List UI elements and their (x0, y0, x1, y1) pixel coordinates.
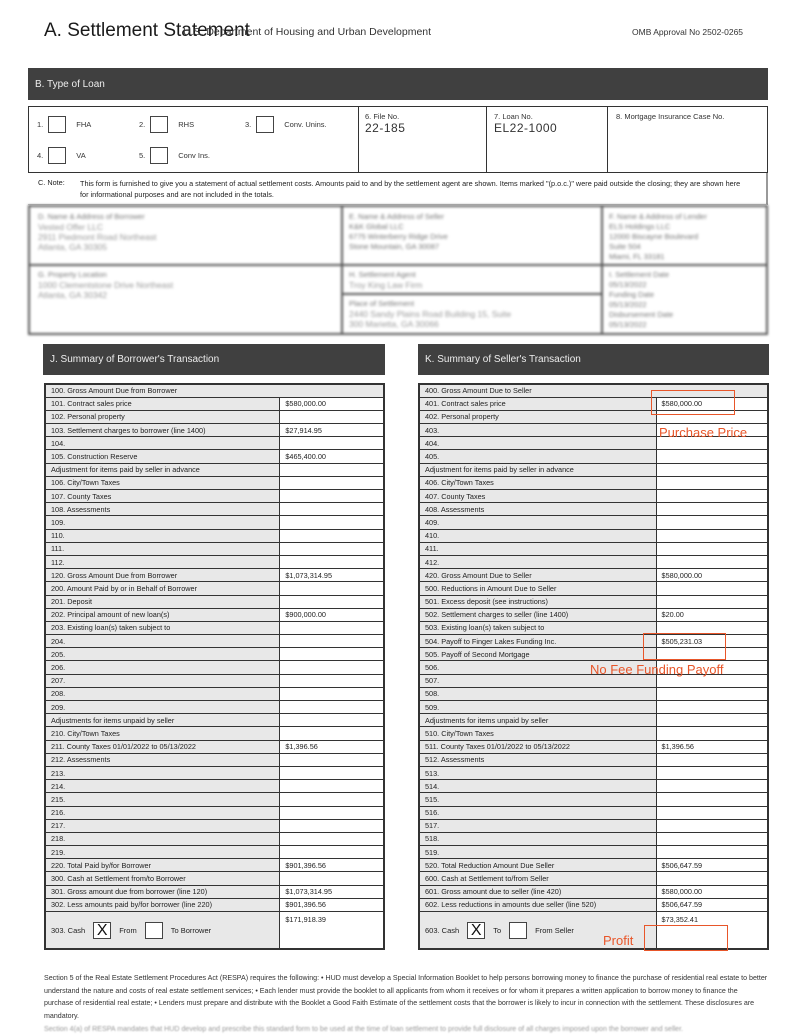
row-label: Adjustment for items paid by seller in advance (45, 463, 280, 476)
row-value[interactable] (656, 793, 768, 806)
place-of-settlement: Place of Settlement 2440 Sandy Plains Road Building 15, Suite 300 Marietta, GA 30066 (349, 299, 512, 329)
row-value[interactable] (280, 595, 384, 608)
table-row (45, 714, 384, 727)
row-value[interactable]: $20.00 (656, 608, 768, 621)
row-value[interactable] (656, 701, 768, 714)
table-row (419, 503, 768, 516)
row-value[interactable]: $1,073,314.95 (280, 885, 384, 898)
table-row (45, 740, 384, 753)
option-number: 3. (245, 120, 252, 129)
table-row (45, 437, 384, 450)
row-value[interactable]: $505,231.03 (656, 635, 768, 648)
table-row (419, 701, 768, 714)
row-value[interactable] (656, 714, 768, 727)
table-row (45, 780, 384, 793)
row-label: 213. (45, 766, 280, 779)
table-row (45, 766, 384, 779)
row-value[interactable] (656, 529, 768, 542)
rhs-checkbox[interactable] (150, 116, 168, 133)
row-value[interactable]: $580,000.00 (656, 885, 768, 898)
row-value[interactable] (656, 450, 768, 463)
row-label: 301. Gross amount due from borrower (line 120) (45, 885, 280, 898)
table-row (45, 529, 384, 542)
settlement-agent: H. Settlement Agent Troy King Law Firm (349, 270, 423, 290)
row-label: 402. Personal property (419, 410, 656, 423)
purchase-price-annotation: Purchase Price (659, 425, 748, 440)
row-value[interactable]: $27,914.95 (280, 424, 384, 437)
fha-checkbox[interactable] (48, 116, 66, 133)
table-row (419, 872, 768, 885)
table-row (419, 832, 768, 845)
row-label: 219. (45, 846, 280, 859)
row-label: 200. Amount Paid by or in Behalf of Borrower (45, 582, 280, 595)
seller-info: E. Name & Address of Seller K&K Global LLC 6775 Winterberry Ridge Drive Stone Mountain, GA 30087 (349, 212, 448, 251)
table-row (419, 793, 768, 806)
row-label: 505. Payoff of Second Mortgage (419, 648, 656, 661)
table-row (419, 819, 768, 832)
row-label: Adjustments for items unpaid by seller (419, 714, 656, 727)
row-value[interactable] (656, 463, 768, 476)
table-row (419, 753, 768, 766)
row-value[interactable] (656, 766, 768, 779)
row-value[interactable] (656, 503, 768, 516)
purchase-price-highlight (651, 390, 735, 415)
row-value[interactable] (656, 582, 768, 595)
row-label: 504. Payoff to Finger Lakes Funding Inc. (419, 635, 656, 648)
note-label: C. Note: (38, 178, 65, 187)
option-label: VA (76, 151, 86, 160)
row-value[interactable] (280, 793, 384, 806)
parties-section (28, 205, 768, 335)
table-row (419, 766, 768, 779)
row-value[interactable] (280, 437, 384, 450)
divider (486, 107, 487, 172)
table-row (45, 898, 384, 911)
table-row (419, 780, 768, 793)
option-label: Conv Ins. (178, 151, 210, 160)
row-value[interactable] (656, 476, 768, 489)
table-row (45, 819, 384, 832)
cash-option1-label: From (119, 926, 137, 936)
row-value[interactable] (280, 410, 384, 423)
row-label: Adjustment for items paid by seller in advance (419, 463, 656, 476)
borrower-info: D. Name & Address of Borrower Vested Offer LLC 2911 Piedmont Road Northeast Atlanta, GA 30305 (38, 212, 157, 252)
row-value[interactable]: $580,000.00 (656, 397, 768, 410)
row-label: 401. Contract sales price (419, 397, 656, 410)
row-label: 212. Assessments (45, 753, 280, 766)
file-no-label: 6. File No. (365, 112, 400, 121)
payoff-highlight (643, 633, 726, 660)
conv-ins-checkbox[interactable] (150, 147, 168, 164)
row-label: 302. Less amounts paid by/for borrower (line 220) (45, 898, 280, 911)
row-value[interactable] (280, 529, 384, 542)
row-label: 500. Reductions in Amount Due to Seller (419, 582, 656, 595)
row-value[interactable] (280, 555, 384, 568)
table-row (419, 885, 768, 898)
loan-option-fha[interactable] (37, 116, 91, 133)
row-value[interactable]: $900,000.00 (280, 608, 384, 621)
table-row (419, 740, 768, 753)
table-row (45, 569, 384, 582)
row-value[interactable] (280, 503, 384, 516)
section-heading: 400. Gross Amount Due to Seller (419, 384, 768, 397)
row-label: 105. Construction Reserve (45, 450, 280, 463)
cash-value[interactable]: $73,352.41 (656, 912, 768, 949)
option-number: 1. (37, 120, 44, 129)
row-label: 502. Settlement charges to seller (line 1400) (419, 608, 656, 621)
table-row (419, 714, 768, 727)
table-row (45, 793, 384, 806)
option-label: FHA (76, 120, 92, 129)
row-label: 103. Settlement charges to borrower (line 1400) (45, 424, 280, 437)
row-value[interactable] (280, 635, 384, 648)
option-label: Conv. Unins. (284, 120, 327, 129)
row-label: 410. (419, 529, 656, 542)
borrower-summary-table (44, 383, 385, 950)
row-value[interactable] (656, 727, 768, 740)
row-value[interactable] (656, 780, 768, 793)
row-label: 217. (45, 819, 280, 832)
borrower-summary-header (43, 344, 385, 375)
table-row (45, 701, 384, 714)
mortgage-insurance-label: 8. Mortgage Insurance Case No. (616, 112, 725, 121)
row-label: 218. (45, 832, 280, 845)
row-value[interactable] (280, 648, 384, 661)
row-label: 403. (419, 424, 656, 437)
table-row (45, 885, 384, 898)
row-label: 215. (45, 793, 280, 806)
loan-option-conv-ins[interactable] (139, 147, 210, 164)
table-row (45, 846, 384, 859)
row-label: 510. City/Town Taxes (419, 727, 656, 740)
borrower-summary-title: J. Summary of Borrower's Transaction (50, 354, 220, 365)
row-label: 503. Existing loan(s) taken subject to (419, 621, 656, 634)
row-value[interactable]: $1,073,314.95 (280, 569, 384, 582)
row-value[interactable] (280, 832, 384, 845)
note-section (28, 173, 768, 205)
row-value[interactable] (280, 490, 384, 503)
table-row (419, 569, 768, 582)
row-label: 404. (419, 437, 656, 450)
property-location: G. Property Location 1000 Clementstone Drive Northeast Atlanta, GA 30342 (38, 270, 174, 300)
row-label: 420. Gross Amount Due to Seller (419, 569, 656, 582)
row-value[interactable] (280, 661, 384, 674)
table-row (45, 859, 384, 872)
table-row (45, 687, 384, 700)
respa-disclosure-2: Section 4(a) of RESPA mandates that HUD develop and prescribe this standard form to be used at the time of loan settlement to provide full disclosure of all charges imposed upon the borrower and seller. (44, 1025, 684, 1033)
payoff-annotation: No Fee Funding Payoff (590, 662, 724, 677)
row-value[interactable] (656, 687, 768, 700)
table-row (419, 595, 768, 608)
row-value[interactable] (280, 701, 384, 714)
cash-option2-checkbox[interactable] (145, 922, 163, 939)
option-number: 5. (139, 151, 146, 160)
row-value[interactable] (280, 819, 384, 832)
row-value[interactable] (280, 766, 384, 779)
row-value[interactable] (280, 687, 384, 700)
row-value[interactable] (656, 872, 768, 885)
row-value[interactable] (280, 727, 384, 740)
row-label: 209. (45, 701, 280, 714)
row-label: 208. (45, 687, 280, 700)
row-label: 411. (419, 542, 656, 555)
table-row (45, 450, 384, 463)
row-value[interactable] (280, 542, 384, 555)
table-row (45, 542, 384, 555)
department-name: U.S. Department of Housing and Urban Development (183, 26, 432, 38)
row-label: 412. (419, 555, 656, 568)
row-label: 216. (45, 806, 280, 819)
row-label: 600. Cash at Settlement to/from Seller (419, 872, 656, 885)
loan-type-section (28, 106, 768, 173)
row-label: 211. County Taxes 01/01/2022 to 05/13/2022 (45, 740, 280, 753)
row-label: 220. Total Paid by/for Borrower (45, 859, 280, 872)
row-label: 520. Total Reduction Amount Due Seller (419, 859, 656, 872)
row-label: 205. (45, 648, 280, 661)
row-value[interactable] (656, 555, 768, 568)
row-label: 407. County Taxes (419, 490, 656, 503)
row-value[interactable] (656, 542, 768, 555)
divider (601, 207, 603, 333)
option-label: RHS (178, 120, 195, 129)
row-value[interactable] (656, 806, 768, 819)
row-value[interactable] (656, 753, 768, 766)
loan-option-va[interactable] (37, 147, 86, 164)
table-row (45, 397, 384, 410)
row-label: 518. (419, 832, 656, 845)
cash-option1-checkbox[interactable]: X (467, 922, 485, 939)
table-row (45, 674, 384, 687)
row-label: 214. (45, 780, 280, 793)
row-label: 501. Excess deposit (see instructions) (419, 595, 656, 608)
table-row (45, 621, 384, 634)
row-value[interactable]: $901,396.56 (280, 898, 384, 911)
row-label: 206. (45, 661, 280, 674)
row-label: 519. (419, 846, 656, 859)
table-row (45, 753, 384, 766)
row-label: 111. (45, 542, 280, 555)
row-value[interactable]: $1,396.56 (656, 740, 768, 753)
profit-annotation: Profit (603, 933, 634, 948)
table-row (45, 555, 384, 568)
table-row (45, 727, 384, 740)
row-label: 512. Assessments (419, 753, 656, 766)
row-label: 101. Contract sales price (45, 397, 280, 410)
table-row (45, 832, 384, 845)
row-label: 203. Existing loan(s) taken subject to (45, 621, 280, 634)
divider (607, 107, 608, 172)
row-value[interactable]: $465,400.00 (280, 450, 384, 463)
row-value[interactable] (656, 595, 768, 608)
lender-info: F. Name & Address of Lender ELS Holdings LLC 12000 Biscayne Boulevard Suite 504 Miami, FL 33181 (609, 212, 707, 261)
table-row (419, 476, 768, 489)
row-value[interactable] (280, 846, 384, 859)
loan-option-conv-unins[interactable] (245, 116, 327, 133)
row-label: 513. (419, 766, 656, 779)
table-row (45, 476, 384, 489)
row-label: 516. (419, 806, 656, 819)
row-label: 601. Gross amount due to seller (line 420) (419, 885, 656, 898)
table-row (419, 898, 768, 911)
cash-label: 303. Cash (51, 926, 86, 936)
row-label: 108. Assessments (45, 503, 280, 516)
table-row (45, 384, 384, 397)
table-row (419, 555, 768, 568)
table-row (419, 727, 768, 740)
row-value[interactable] (280, 463, 384, 476)
row-label: 102. Personal property (45, 410, 280, 423)
conv-unins-checkbox[interactable] (256, 116, 274, 133)
cash-label-cell (45, 912, 280, 949)
table-row (419, 846, 768, 859)
row-label: Adjustments for items unpaid by seller (45, 714, 280, 727)
divider (341, 207, 343, 333)
seller-summary-title: K. Summary of Seller's Transaction (425, 354, 581, 365)
row-label: 210. City/Town Taxes (45, 727, 280, 740)
table-row (419, 806, 768, 819)
table-row (45, 635, 384, 648)
row-label: 202. Principal amount of new loan(s) (45, 608, 280, 621)
table-row (419, 490, 768, 503)
option-number: 2. (139, 120, 146, 129)
divider (358, 107, 359, 172)
row-value[interactable] (280, 872, 384, 885)
cash-row (45, 912, 384, 949)
row-value[interactable]: $1,396.56 (280, 740, 384, 753)
row-label: 300. Cash at Settlement from/to Borrower (45, 872, 280, 885)
row-label: 408. Assessments (419, 503, 656, 516)
row-value[interactable] (280, 516, 384, 529)
seller-summary-header (418, 344, 769, 375)
table-row (419, 687, 768, 700)
row-value[interactable]: $580,000.00 (656, 569, 768, 582)
cash-label: 603. Cash (425, 926, 460, 936)
va-checkbox[interactable] (48, 147, 66, 164)
row-label: 602. Less reductions in amounts due seller (line 520) (419, 898, 656, 911)
row-value[interactable] (656, 846, 768, 859)
row-value[interactable] (280, 780, 384, 793)
row-label: 120. Gross Amount Due from Borrower (45, 569, 280, 582)
row-label: 405. (419, 450, 656, 463)
row-value[interactable] (656, 490, 768, 503)
table-row (45, 872, 384, 885)
row-label: 204. (45, 635, 280, 648)
row-value[interactable] (280, 582, 384, 595)
page-title: A. Settlement Statement (44, 20, 250, 41)
row-value[interactable]: $580,000.00 (280, 397, 384, 410)
row-label: 515. (419, 793, 656, 806)
note-text: This form is furnished to give you a statement of actual settlement costs. Amounts paid to and by the settlement agent are shown. Items marked "(p.o.c.)" were paid outside the closing; they are shown here for informational purposes and are not included in the totals. (80, 179, 741, 199)
row-value[interactable] (280, 674, 384, 687)
section-heading: 100. Gross Amount Due from Borrower (45, 384, 384, 397)
row-value[interactable] (280, 753, 384, 766)
row-value[interactable] (656, 516, 768, 529)
loan-no-label: 7. Loan No. (494, 112, 533, 121)
table-row (45, 463, 384, 476)
row-label: 112. (45, 555, 280, 568)
table-row (419, 516, 768, 529)
cash-option1-checkbox[interactable]: X (93, 922, 111, 939)
cash-value[interactable]: $171,918.39 (280, 912, 384, 949)
cash-option2-label: To Borrower (170, 926, 212, 936)
file-no-value: 22-185 (365, 121, 406, 135)
row-value[interactable]: $901,396.56 (280, 859, 384, 872)
cash-option2-label: From Seller (535, 926, 574, 936)
row-label: 511. County Taxes 01/01/2022 to 05/13/2022 (419, 740, 656, 753)
loan-type-header (28, 68, 768, 100)
table-row (45, 516, 384, 529)
row-value[interactable]: $506,647.59 (656, 898, 768, 911)
loan-no-value: EL22-1000 (494, 121, 558, 135)
row-label: 508. (419, 687, 656, 700)
table-row (45, 806, 384, 819)
loan-option-rhs[interactable] (139, 116, 194, 133)
table-row (419, 542, 768, 555)
row-label: 104. (45, 437, 280, 450)
table-row (45, 582, 384, 595)
row-label: 106. City/Town Taxes (45, 476, 280, 489)
omb-approval: OMB Approval No 2502-0265 (632, 27, 744, 37)
loan-type-title: B. Type of Loan (35, 78, 105, 90)
table-row (45, 410, 384, 423)
row-label: 514. (419, 780, 656, 793)
row-label: 507. (419, 674, 656, 687)
table-row (45, 503, 384, 516)
table-row (45, 424, 384, 437)
cash-option2-checkbox[interactable] (509, 922, 527, 939)
table-row (45, 490, 384, 503)
table-row (419, 582, 768, 595)
row-label: 509. (419, 701, 656, 714)
row-label: 110. (45, 529, 280, 542)
table-row (419, 529, 768, 542)
profit-highlight (644, 925, 728, 951)
cash-option1-label: To (493, 926, 502, 936)
table-row (419, 859, 768, 872)
row-value[interactable] (656, 832, 768, 845)
divider (341, 293, 601, 295)
table-row (45, 648, 384, 661)
settlement-dates: I. Settlement Date 05/13/2022 Funding Date 05/13/2022 Disbursement Date 05/13/2022 (609, 270, 674, 329)
table-row (419, 608, 768, 621)
row-value[interactable] (280, 476, 384, 489)
row-label: 207. (45, 674, 280, 687)
option-number: 4. (37, 151, 44, 160)
row-label: 109. (45, 516, 280, 529)
row-label: 107. County Taxes (45, 490, 280, 503)
respa-disclosure: Section 5 of the Real Estate Settlement Procedures Act (RESPA) requires the following: • HUD must develop a Special Information Booklet to help persons borrowing money to finance the purchase of residential real estate to better understand the nature and costs of real estate settlement services; • Each lender must provide the booklet to all applicants from whom it receives or for whom it prepares a written application to borrow money to finance the purchase of residential real estate; • Lenders must prepare and distribute with the Booklet a Good Faith Estimate of the settlement costs that the borrower is likely to incur in connection with the settlement. These disclosures are mandatory. (44, 974, 768, 1020)
row-label: 517. (419, 819, 656, 832)
row-label: 409. (419, 516, 656, 529)
row-value[interactable] (280, 621, 384, 634)
row-value[interactable]: $506,647.59 (656, 859, 768, 872)
row-value[interactable] (656, 819, 768, 832)
row-label: 506. (419, 661, 656, 674)
row-label: 406. City/Town Taxes (419, 476, 656, 489)
table-row (419, 463, 768, 476)
table-row (45, 661, 384, 674)
table-row (45, 608, 384, 621)
row-value[interactable] (280, 806, 384, 819)
row-label: 201. Deposit (45, 595, 280, 608)
table-row (45, 595, 384, 608)
table-row (419, 450, 768, 463)
row-value[interactable] (280, 714, 384, 727)
